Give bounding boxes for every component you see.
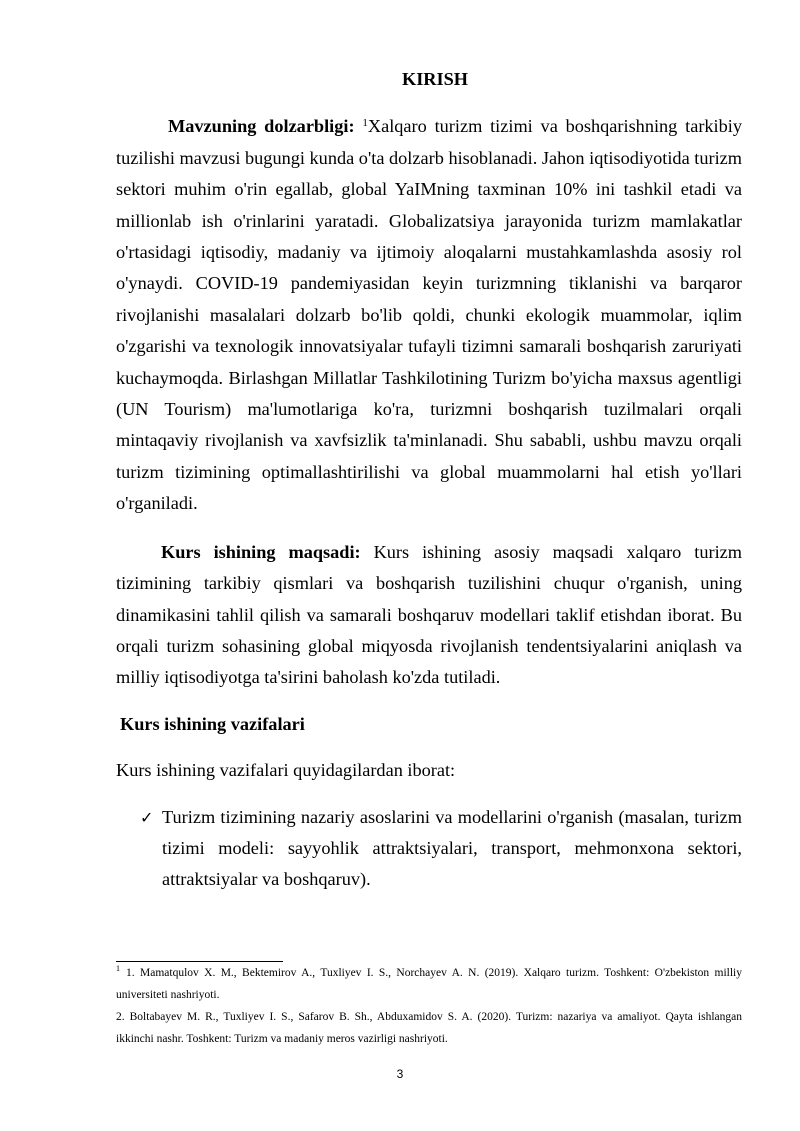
page-number: 3 xyxy=(396,1067,404,1081)
page-title: KIRISH xyxy=(401,69,469,89)
goal-label: Kurs ishining maqsadi: xyxy=(161,541,361,562)
list-item-text: Turizm tizimining nazariy asoslarini va modellarini o'rganish (masalan, turizm tizimi modeli: sayyohlik attraktsiyalari, transport, mehmonxona sektori, attraktsiyalar va boshqaruv). xyxy=(162,806,742,890)
goal-text: Kurs ishining asosiy maqsadi xalqaro turizm tizimining tarkibiy qismlari va boshqarish tuzilishini chuqur o'rganish, uning dinamikasini tahlil qilish va samarali boshqaruv modellari taklif etishdan iborat. Bu orqali turizm sohasining global miqyosda rivojlanish tendentsiyalarini aniqlash va milliy iqtisodiyotga ta'sirini baholash ko'zda tutiladi. xyxy=(116,541,742,688)
footnotes xyxy=(116,962,742,1050)
relevance-text: Xalqaro turizm tizimi va boshqarishning tarkibiy tuzilishi mavzusi bugungi kunda o'ta dolzarb hisoblanadi. Jahon iqtisodiyotida turizm sektori muhim o'rin egallab, global YaIMning taxminan 10% ini tashkil etadi va millionlab ish o'rinlarini yaratadi. Globalizatsiya jarayonida turizm mamlakatlar o'rtasidagi iqtisodiy, madaniy va ijtimoiy aloqalarni mustahkamlashda asosiy rol o'ynaydi. COVID-19 pandemiyasidan keyin turizmning tiklanishi va barqaror rivojlanishi masalalari dolzarb bo'lib qoldi, chunki ekologik muammolar, iqlim o'zgarishi va texnologik innovatsiyalar tufayli tizimni samarali boshqarish zaruriyati kuchaymoqda. Birlashgan Millatlar Tashkilotining Turizm bo'yicha maxsus agentligi (UN Tourism) ma'lumotlariga ko'ra, turizmni boshqarish tuzilmalari orqali mintaqaviy rivojlanish va xavfsizlik ta'minlanadi. Shu sababli, ushbu mavzu orqali turizm tizimining optimallashtirilishi va global muammolarni hal etish yo'llari o'rganiladi. xyxy=(116,116,742,514)
footnote-2: 2. Boltabayev M. R., Tuxliyev I. S., Safarov B. Sh., Abduxamidov S. A. (2020). Turizm: nazariya va amaliyot. Qayta ishlangan ikkinchi nashr. Toshkent: Turizm va madaniy meros vazirligi nashriyoti. xyxy=(116,1011,742,1045)
footnote-reference[interactable]: 1 xyxy=(362,117,368,130)
tasks-heading: Kurs ishining vazifalari xyxy=(120,713,305,734)
checkmark-icon: ✓ xyxy=(140,807,154,827)
footnote-1 xyxy=(116,962,742,1006)
goal-paragraph xyxy=(116,537,742,694)
tasks-list xyxy=(116,802,742,896)
relevance-paragraph xyxy=(116,111,742,519)
relevance-label: Mavzuning dolzarbligi: xyxy=(168,116,355,137)
tasks-intro: Kurs ishining vazifalari quyidagilardan iborat: xyxy=(116,760,456,781)
footnote-1-text: 1. Mamatqulov X. M., Bektemirov A., Tuxliyev I. S., Norchayev A. N. (2019). Xalqaro turizm. Toshkent: O'zbekiston milliy universiteti nashriyoti. xyxy=(116,967,742,1001)
page-content xyxy=(116,64,742,896)
list-item xyxy=(116,802,742,896)
footnote-marker: 1 xyxy=(116,964,120,973)
